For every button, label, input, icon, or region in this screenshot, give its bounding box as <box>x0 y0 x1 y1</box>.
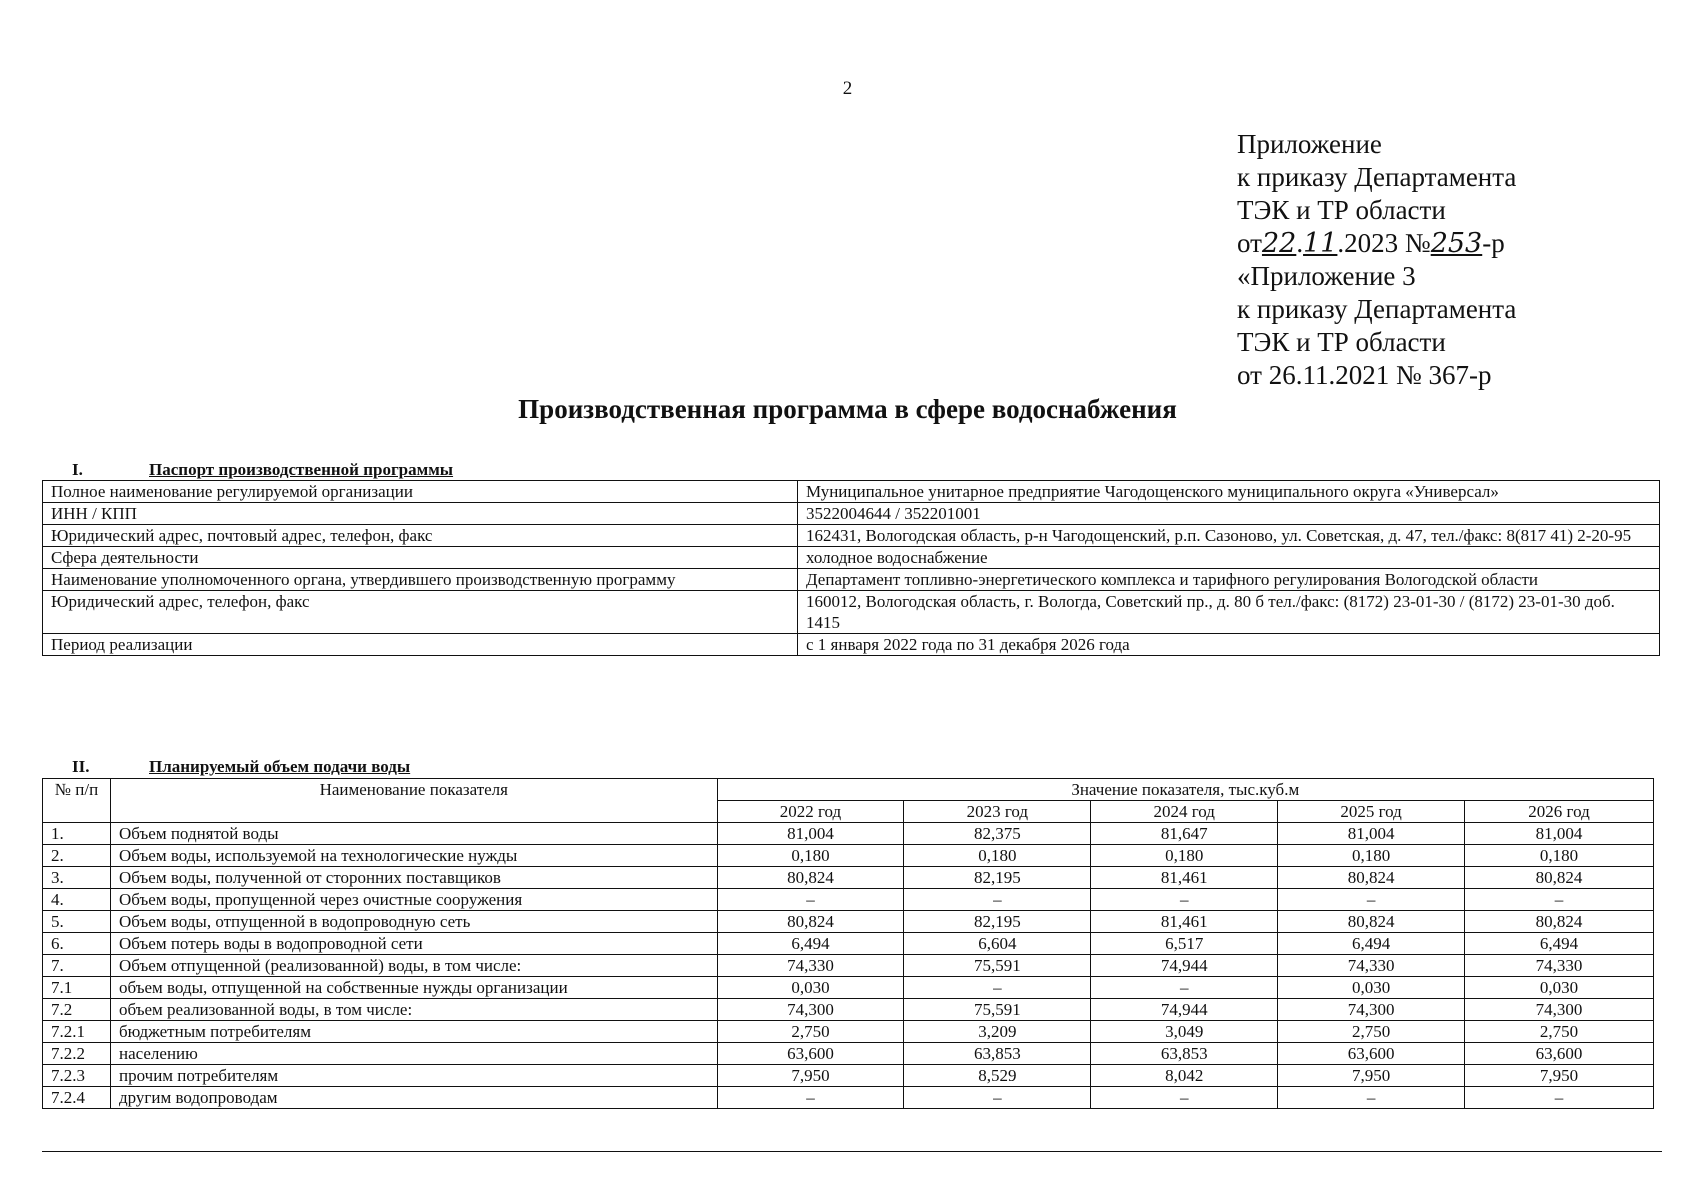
col-header-number: № п/п <box>43 779 111 823</box>
year-header: 2023 год <box>904 801 1091 823</box>
year-header: 2022 год <box>717 801 904 823</box>
section-number: II. <box>72 757 90 776</box>
row-number: 7.2 <box>43 999 111 1021</box>
indicator-name: Объем воды, используемой на технологические нужды <box>110 845 717 867</box>
indicator-value: 74,330 <box>1278 955 1465 977</box>
indicator-value: 6,494 <box>1278 933 1465 955</box>
passport-label: Полное наименование регулируемой организации <box>43 481 798 503</box>
indicator-value: 2,750 <box>1465 1021 1654 1043</box>
passport-value: 3522004644 / 352201001 <box>798 503 1660 525</box>
passport-row <box>43 591 1660 634</box>
section-heading <box>42 460 453 480</box>
indicator-value: 63,600 <box>1465 1043 1654 1065</box>
passport-row <box>43 569 1660 591</box>
date-prefix: от <box>1237 228 1262 258</box>
row-number: 6. <box>43 933 111 955</box>
table-row <box>43 1065 1654 1087</box>
indicator-value: 81,004 <box>717 823 904 845</box>
indicator-name: Объем воды, отпущенной в водопроводную сеть <box>110 911 717 933</box>
indicator-value: 81,004 <box>1465 823 1654 845</box>
indicator-name: Объем поднятой воды <box>110 823 717 845</box>
indicator-name: прочим потребителям <box>110 1065 717 1087</box>
indicator-name: объем реализованной воды, в том числе: <box>110 999 717 1021</box>
appendix-block <box>1237 128 1516 392</box>
indicator-value: 0,030 <box>1278 977 1465 999</box>
passport-table <box>42 480 1660 656</box>
indicator-value: 75,591 <box>904 955 1091 977</box>
indicator-value: 74,300 <box>1278 999 1465 1021</box>
table-row <box>43 1043 1654 1065</box>
indicator-value: 7,950 <box>1278 1065 1465 1087</box>
table-row <box>43 911 1654 933</box>
indicator-value: 82,375 <box>904 823 1091 845</box>
indicator-value: – <box>1465 1087 1654 1109</box>
passport-value: 160012, Вологодская область, г. Вологда, Советский пр., д. 80 б тел./факс: (8172) 23-01-30 / (8172) 23-01-30 доб. 1415 <box>798 591 1660 634</box>
passport-row <box>43 503 1660 525</box>
appendix-line: ТЭК и ТР области <box>1237 195 1446 225</box>
water-supply-table <box>42 778 1654 1109</box>
indicator-value: 80,824 <box>1465 867 1654 889</box>
appendix-line: Приложение <box>1237 129 1382 159</box>
passport-value: холодное водоснабжение <box>798 547 1660 569</box>
row-number: 7.2.4 <box>43 1087 111 1109</box>
col-header-name: Наименование показателя <box>110 779 717 823</box>
handwritten-number: 253 <box>1430 228 1483 259</box>
indicator-value: 63,600 <box>717 1043 904 1065</box>
indicator-value: 6,604 <box>904 933 1091 955</box>
appendix-line: к приказу Департамента <box>1237 294 1517 324</box>
indicator-value: 74,330 <box>1465 955 1654 977</box>
indicator-value: 75,591 <box>904 999 1091 1021</box>
year-header: 2024 год <box>1091 801 1278 823</box>
appendix-line: «Приложение 3 <box>1237 261 1416 291</box>
passport-label: Юридический адрес, почтовый адрес, телефон, факс <box>43 525 798 547</box>
indicator-name: объем воды, отпущенной на собственные нужды организации <box>110 977 717 999</box>
table-row <box>43 933 1654 955</box>
indicator-value: – <box>1091 889 1278 911</box>
page-number: 2 <box>842 78 853 99</box>
year-header: 2025 год <box>1278 801 1465 823</box>
row-number: 7.2.3 <box>43 1065 111 1087</box>
indicator-value: 63,853 <box>904 1043 1091 1065</box>
indicator-name: другим водопроводам <box>110 1087 717 1109</box>
indicator-name: бюджетным потребителям <box>110 1021 717 1043</box>
indicator-value: 80,824 <box>1278 911 1465 933</box>
indicator-value: 3,209 <box>904 1021 1091 1043</box>
indicator-value: 82,195 <box>904 911 1091 933</box>
row-number: 1. <box>43 823 111 845</box>
indicator-value: 80,824 <box>1465 911 1654 933</box>
table-row <box>43 1021 1654 1043</box>
indicator-value: – <box>1278 1087 1465 1109</box>
indicator-value: 7,950 <box>1465 1065 1654 1087</box>
passport-row <box>43 525 1660 547</box>
indicator-value: – <box>1091 1087 1278 1109</box>
indicator-value: 8,529 <box>904 1065 1091 1087</box>
indicator-value: – <box>1091 977 1278 999</box>
passport-value: Департамент топливно-энергетического комплекса и тарифного регулирования Вологодской области <box>798 569 1660 591</box>
table-row <box>43 867 1654 889</box>
indicator-value: – <box>904 1087 1091 1109</box>
indicator-value: 80,824 <box>717 911 904 933</box>
indicator-value: 80,824 <box>1278 867 1465 889</box>
indicator-value: 7,950 <box>717 1065 904 1087</box>
section-heading <box>42 757 410 777</box>
indicator-value: 80,824 <box>717 867 904 889</box>
indicator-value: 74,330 <box>717 955 904 977</box>
indicator-value: – <box>904 977 1091 999</box>
table-row <box>43 977 1654 999</box>
table-row <box>43 1087 1654 1109</box>
passport-value: с 1 января 2022 года по 31 декабря 2026 года <box>798 634 1660 656</box>
indicator-value: 6,517 <box>1091 933 1278 955</box>
indicator-value: 63,853 <box>1091 1043 1278 1065</box>
section-title: Планируемый объем подачи воды <box>149 757 411 776</box>
indicator-value: 0,030 <box>717 977 904 999</box>
indicator-name: Объем отпущенной (реализованной) воды, в том числе: <box>110 955 717 977</box>
table-row <box>43 845 1654 867</box>
bottom-divider <box>42 1151 1662 1152</box>
handwritten-month: 11 <box>1303 228 1338 259</box>
indicator-name: Объем воды, пропущенной через очистные сооружения <box>110 889 717 911</box>
table-row <box>43 999 1654 1021</box>
indicator-value: 2,750 <box>717 1021 904 1043</box>
indicator-value: 8,042 <box>1091 1065 1278 1087</box>
indicator-value: 0,030 <box>1465 977 1654 999</box>
indicator-value: 82,195 <box>904 867 1091 889</box>
col-header-values: Значение показателя, тыс.куб.м <box>717 779 1653 801</box>
table-row <box>43 823 1654 845</box>
row-number: 3. <box>43 867 111 889</box>
table-row <box>43 889 1654 911</box>
section-title: Паспорт производственной программы <box>149 460 454 479</box>
indicator-value: 81,004 <box>1278 823 1465 845</box>
row-number: 4. <box>43 889 111 911</box>
appendix-line: ТЭК и ТР области <box>1237 327 1446 357</box>
document-title: Производственная программа в сфере водоснабжения <box>518 394 1177 424</box>
indicator-value: 81,647 <box>1091 823 1278 845</box>
indicator-value: 0,180 <box>1465 845 1654 867</box>
passport-label: ИНН / КПП <box>43 503 798 525</box>
indicator-value: 6,494 <box>1465 933 1654 955</box>
appendix-line: от 26.11.2021 № 367-р <box>1237 360 1492 390</box>
passport-value: Муниципальное унитарное предприятие Чагодощенского муниципального округа «Универсал» <box>798 481 1660 503</box>
indicator-value: 74,300 <box>717 999 904 1021</box>
section-number: I. <box>72 460 83 479</box>
indicator-value: – <box>717 889 904 911</box>
passport-row <box>43 634 1660 656</box>
handwritten-day: 22 <box>1261 228 1297 259</box>
row-number: 7.2.1 <box>43 1021 111 1043</box>
passport-label: Период реализации <box>43 634 798 656</box>
indicator-value: 74,300 <box>1465 999 1654 1021</box>
date-year: .2023 № <box>1337 228 1431 258</box>
indicator-value: – <box>1465 889 1654 911</box>
row-number: 2. <box>43 845 111 867</box>
indicator-value: 74,944 <box>1091 999 1278 1021</box>
appendix-date-line: от22.11.2023 №253-р <box>1237 228 1505 259</box>
indicator-value: 81,461 <box>1091 867 1278 889</box>
passport-label: Сфера деятельности <box>43 547 798 569</box>
passport-label: Наименование уполномоченного органа, утвердившего производственную программу <box>43 569 798 591</box>
indicator-value: 2,750 <box>1278 1021 1465 1043</box>
row-number: 5. <box>43 911 111 933</box>
passport-value: 162431, Вологодская область, р-н Чагодощенский, р.п. Сазоново, ул. Советская, д. 47, тел./факс: 8(817 41) 2-20-95 <box>798 525 1660 547</box>
indicator-value: 81,461 <box>1091 911 1278 933</box>
indicator-value: 6,494 <box>717 933 904 955</box>
indicator-value: 0,180 <box>904 845 1091 867</box>
indicator-value: 0,180 <box>717 845 904 867</box>
indicator-value: 63,600 <box>1278 1043 1465 1065</box>
indicator-value: – <box>1278 889 1465 911</box>
row-number: 7.1 <box>43 977 111 999</box>
indicator-value: – <box>904 889 1091 911</box>
order-suffix: -р <box>1482 228 1505 258</box>
table-row <box>43 955 1654 977</box>
indicator-name: Объем потерь воды в водопроводной сети <box>110 933 717 955</box>
row-number: 7. <box>43 955 111 977</box>
indicator-value: – <box>717 1087 904 1109</box>
row-number: 7.2.2 <box>43 1043 111 1065</box>
indicator-value: 0,180 <box>1278 845 1465 867</box>
passport-row <box>43 547 1660 569</box>
indicator-name: Объем воды, полученной от сторонних поставщиков <box>110 867 717 889</box>
indicator-value: 3,049 <box>1091 1021 1278 1043</box>
indicator-name: населению <box>110 1043 717 1065</box>
appendix-line: к приказу Департамента <box>1237 162 1517 192</box>
year-header: 2026 год <box>1465 801 1654 823</box>
indicator-value: 0,180 <box>1091 845 1278 867</box>
passport-row <box>43 481 1660 503</box>
passport-label: Юридический адрес, телефон, факс <box>43 591 798 634</box>
indicator-value: 74,944 <box>1091 955 1278 977</box>
